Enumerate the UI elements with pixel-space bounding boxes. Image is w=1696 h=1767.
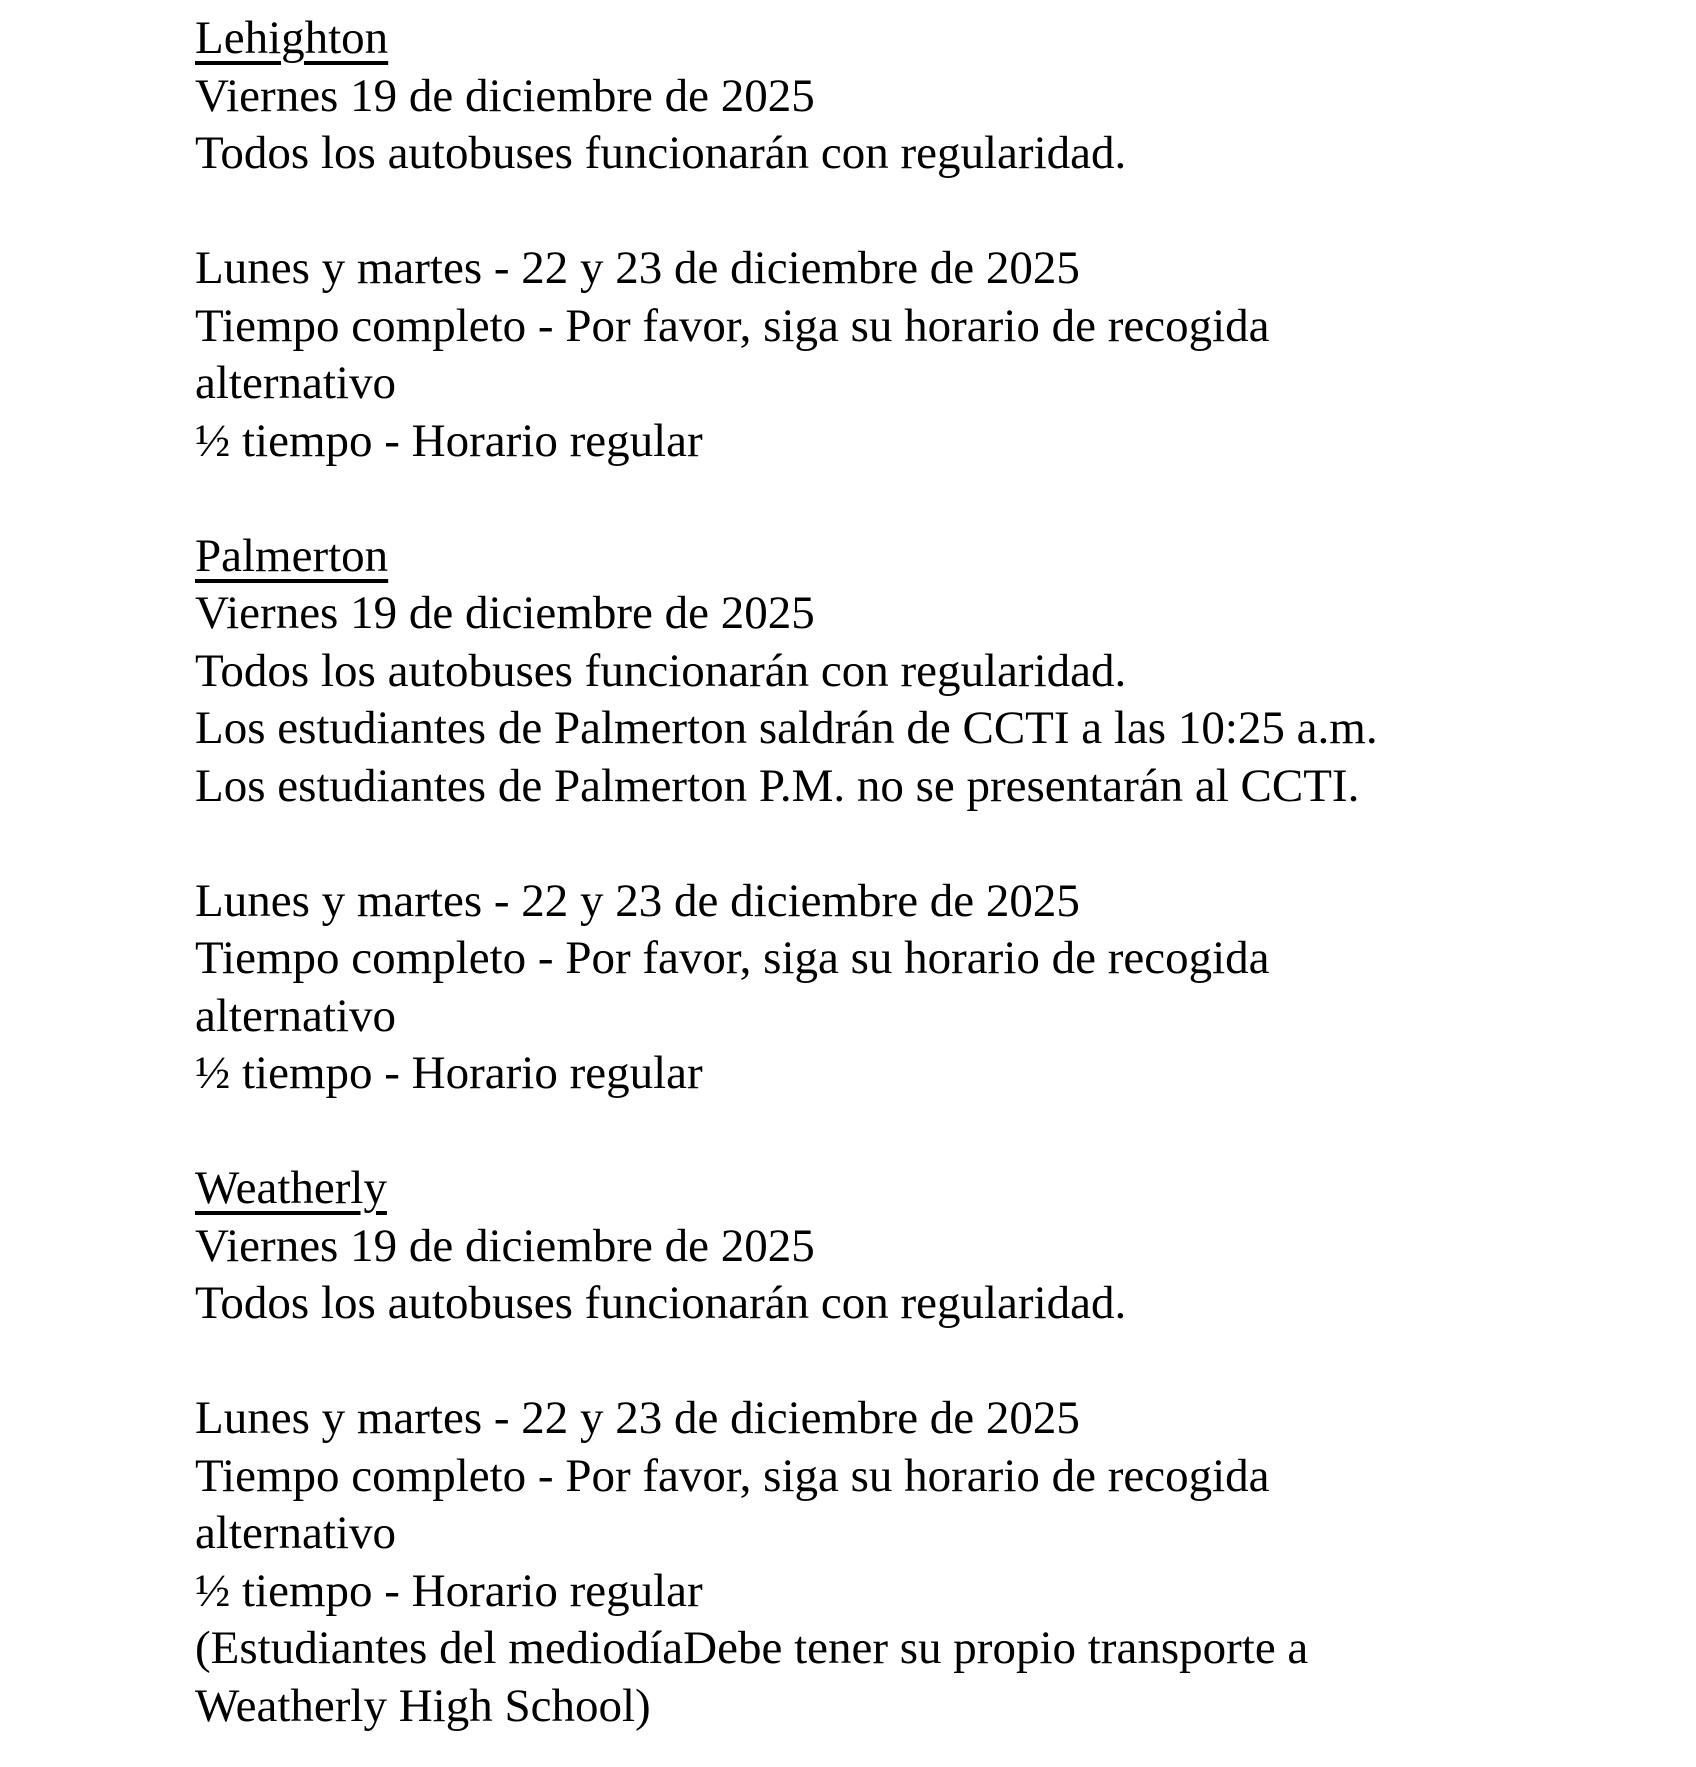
section-palmerton	[195, 528, 1666, 1103]
half-time-line: ½ tiempo - Horario regular	[195, 414, 703, 467]
friday-date-line: Viernes 19 de diciembre de 2025	[195, 1219, 815, 1272]
half-time-line: ½ tiempo - Horario regular	[195, 1047, 703, 1099]
section-heading-text: Palmerton	[195, 529, 389, 582]
section-heading	[195, 10, 1666, 68]
full-time-wrap-line: alternativo	[195, 1507, 396, 1559]
noon-students-wrap-line: Weatherly High School)	[195, 1679, 651, 1732]
friday-schedule-block	[195, 10, 1666, 183]
section-lehighton	[195, 10, 1666, 470]
ccti-dismissal-line: Los estudiantes de Palmerton saldrán de CCTI a las 10:25 a.m.	[195, 702, 1378, 754]
section-weatherly	[195, 1160, 1666, 1735]
monday-tuesday-date-line: Lunes y martes - 22 y 23 de diciembre de 2025	[195, 1392, 1080, 1444]
section-heading-text: Weatherly	[195, 1162, 387, 1214]
regular-buses-line: Todos los autobuses funcionarán con regularidad.	[195, 127, 1127, 179]
monday-tuesday-schedule-block	[195, 1390, 1666, 1735]
monday-tuesday-schedule-block	[195, 240, 1666, 470]
friday-schedule-block	[195, 1160, 1666, 1333]
section-heading	[195, 1160, 1666, 1218]
monday-tuesday-date-line: Lunes y martes - 22 y 23 de diciembre de 2025	[195, 874, 1080, 927]
friday-date-line: Viernes 19 de diciembre de 2025	[195, 587, 815, 639]
full-time-line: Tiempo completo - Por favor, siga su horario de recogida	[195, 932, 1270, 984]
regular-buses-line: Todos los autobuses funcionarán con regularidad.	[195, 644, 1127, 697]
monday-tuesday-date-line: Lunes y martes - 22 y 23 de diciembre de 2025	[195, 242, 1080, 294]
monday-tuesday-schedule-block	[195, 873, 1666, 1103]
full-time-wrap-line: alternativo	[195, 357, 396, 409]
full-time-line: Tiempo completo - Por favor, siga su horario de recogida	[195, 299, 1270, 352]
friday-schedule-block	[195, 528, 1666, 816]
section-heading-text: Lehighton	[195, 12, 389, 64]
friday-date-line: Viernes 19 de diciembre de 2025	[195, 69, 815, 122]
pm-students-line: Los estudiantes de Palmerton P.M. no se presentarán al CCTI.	[195, 759, 1360, 812]
section-heading	[195, 528, 1666, 586]
half-time-line: ½ tiempo - Horario regular	[195, 1564, 703, 1617]
full-time-wrap-line: alternativo	[195, 989, 396, 1042]
noon-students-line: (Estudiantes del mediodíaDebe tener su propio transporte a	[195, 1622, 1309, 1674]
full-time-line: Tiempo completo - Por favor, siga su horario de recogida	[195, 1449, 1270, 1502]
regular-buses-line: Todos los autobuses funcionarán con regularidad.	[195, 1277, 1127, 1329]
